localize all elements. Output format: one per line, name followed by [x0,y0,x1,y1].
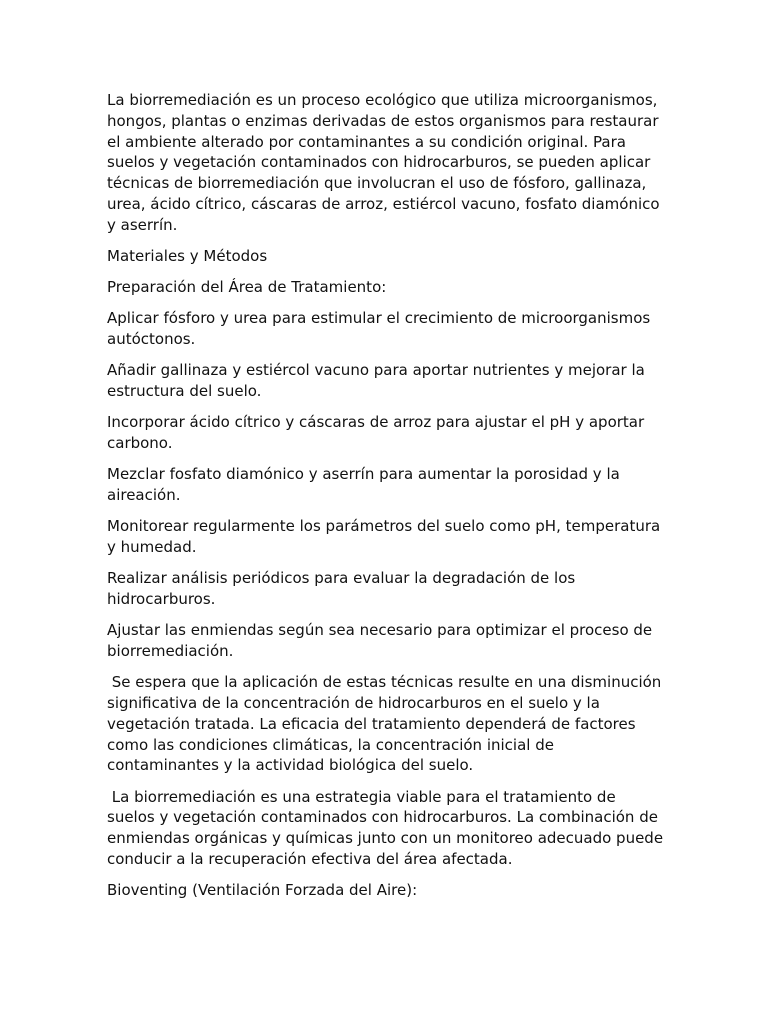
subsection-heading-bioventing: Bioventing (Ventilación Forzada del Aire): [107,881,418,900]
document-page [107,90,667,911]
intro-paragraph: La biorremediación es un proceso ecológico que utiliza microorganismos, hongos, plantas o enzimas derivadas de estos organismos para restaurar el ambiente alterado por contaminantes a su condición original. Para suelos y vegetación contaminados con hidrocarburos, se pueden aplicar técnicas de biorremediación que involucran el uso de fósforo, gallinaza, urea, ácido cítrico, cáscaras de arroz, estiércol vacuno, fosfato diamónico y aserrín. [107,91,665,234]
step-paragraph-phosphate-sawdust: Mezclar fosfato diamónico y aserrín para aumentar la porosidad y la aireación. [107,465,625,505]
subsection-heading-treatment-area: Preparación del Área de Tratamiento: [107,278,387,297]
step-paragraph-analysis: Realizar análisis periódicos para evaluar la degradación de los hidrocarburos. [107,569,580,609]
conclusion-paragraph: La biorremediación es una estrategia viable para el tratamiento de suelos y vegetación contaminados con hidrocarburos. La combinación de enmiendas orgánicas y químicas junto con un monitoreo adecuado puede conducir a la recuperación efectiva del área afectada. [107,787,668,868]
step-paragraph-manure: Añadir gallinaza y estiércol vacuno para aportar nutrientes y mejorar la estructura del suelo. [107,361,650,401]
section-heading-materials-methods: Materiales y Métodos [107,246,268,265]
results-paragraph: Se espera que la aplicación de estas técnicas resulte en una disminución significativa de la concentración de hidrocarburos en el suelo y la vegetación tratada. La eficacia del tratamiento dependerá de factores como las condiciones climáticas, la concentración inicial de contaminantes y la actividad biológica del suelo. [107,673,667,775]
step-paragraph-citric-acid: Incorporar ácido cítrico y cáscaras de arroz para ajustar el pH y aportar carbono. [107,413,649,453]
step-paragraph-monitoring: Monitorear regularmente los parámetros del suelo como pH, temperatura y humedad. [107,517,665,557]
step-paragraph-phosphorus-urea: Aplicar fósforo y urea para estimular el crecimiento de microorganismos autóctonos. [107,309,655,349]
step-paragraph-adjust: Ajustar las enmiendas según sea necesario para optimizar el proceso de biorremediación. [107,621,657,661]
